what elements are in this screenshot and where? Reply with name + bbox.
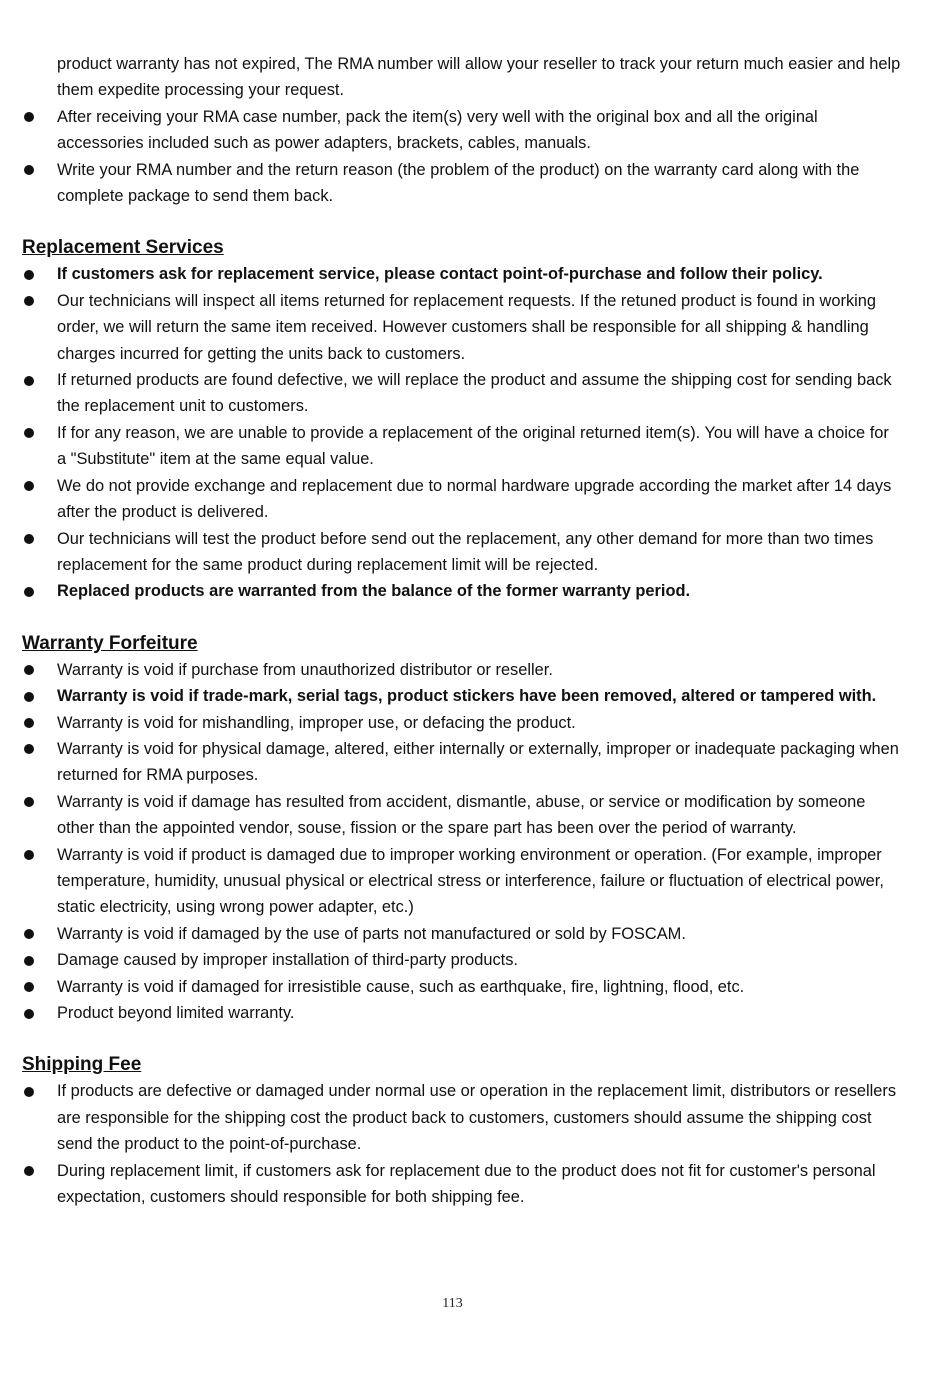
list-item: If products are defective or damaged under normal use or operation in the replacement limit, distributors or resellers are responsible for the shipping cost the product back to customers, customers should assume the shipping cost send the product to the point-of-purchase. [22,1078,902,1157]
list-item: Warranty is void if purchase from unauthorized distributor or reseller. [22,657,902,683]
bullet-icon [24,481,34,491]
shipping-list [22,1078,902,1210]
forfeiture-list [22,657,902,1027]
list-item: Warranty is void for physical damage, altered, either internally or externally, improper or inadequate packaging when returned for RMA purposes. [22,736,902,789]
bullet-icon [24,376,34,386]
bullet-icon [24,665,34,675]
page-number: 113 [442,1296,463,1311]
section-title-replacement: Replacement Services [22,237,224,259]
list-item: Warranty is void for mishandling, improper use, or defacing the product. [22,710,902,736]
bullet-icon [24,982,34,992]
list-item: Our technicians will test the product before send out the replacement, any other demand for more than two times replacement for the same product during replacement limit will be rejected. [22,526,902,579]
bullet-icon [24,165,34,175]
bullet-icon [24,718,34,728]
bullet-icon [24,744,34,754]
list-item: If returned products are found defective, we will replace the product and assume the shipping cost for sending back the replacement unit to customers. [22,367,902,420]
section-title-forfeiture: Warranty Forfeiture [22,632,198,654]
list-item: After receiving your RMA case number, pack the item(s) very well with the original box and all the original accessories included such as power adapters, brackets, cables, manuals. [22,104,902,157]
bullet-icon [24,1166,34,1176]
bullet-icon [24,1087,34,1097]
list-item: Our technicians will inspect all items returned for replacement requests. If the retuned product is found in working order, we will return the same item received. However customers shall be responsible for all shipping & handling charges incurred for getting the units back to customers. [22,288,902,367]
bullet-icon [24,112,34,122]
bullet-icon [24,1009,34,1019]
section-title-shipping: Shipping Fee [22,1054,142,1076]
replacement-list [22,261,902,604]
bullet-icon [24,692,34,702]
list-item: Product beyond limited warranty. [22,1000,902,1026]
list-item: Write your RMA number and the return reason (the problem of the product) on the warranty card along with the complete package to send them back. [22,157,902,210]
bullet-icon [24,428,34,438]
bullet-icon [24,534,34,544]
intro-list [22,104,902,210]
list-item: Warranty is void if damaged by the use of parts not manufactured or sold by FOSCAM. [22,921,902,947]
bullet-icon [24,270,34,280]
bullet-icon [24,929,34,939]
list-item: We do not provide exchange and replacement due to normal hardware upgrade according the market after 14 days after the product is delivered. [22,473,902,526]
list-item: Warranty is void if trade-mark, serial tags, product stickers have been removed, altered or tampered with. [22,683,902,709]
bullet-icon [24,850,34,860]
bullet-icon [24,797,34,807]
intro-continuation: product warranty has not expired, The RMA number will allow your reseller to track your return much easier and help them expedite processing your request. [57,55,901,100]
list-item: Warranty is void if damaged for irresistible cause, such as earthquake, fire, lightning, flood, etc. [22,974,902,1000]
list-item: During replacement limit, if customers ask for replacement due to the product does not fit for customer's personal expectation, customers should responsible for both shipping fee. [22,1158,902,1211]
bullet-icon [24,587,34,597]
list-item: If for any reason, we are unable to provide a replacement of the original returned item(s). You will have a choice for a "Substitute" item at the same equal value. [22,420,902,473]
list-item: Warranty is void if product is damaged due to improper working environment or operation. (For example, improper temperature, humidity, unusual physical or electrical stress or interference, failure or fluctuation of electrical power, static electricity, using wrong power adapter, etc.) [22,842,902,921]
list-item: Warranty is void if damage has resulted from accident, dismantle, abuse, or service or modification by someone other than the appointed vendor, souse, fission or the spare part has been over the period of warranty. [22,789,902,842]
document-page [22,51,902,1210]
bullet-icon [24,956,34,966]
list-item: Replaced products are warranted from the balance of the former warranty period. [22,578,902,604]
bullet-icon [24,296,34,306]
list-item: If customers ask for replacement service, please contact point-of-purchase and follow their policy. [22,261,902,287]
list-item: Damage caused by improper installation of third-party products. [22,947,902,973]
